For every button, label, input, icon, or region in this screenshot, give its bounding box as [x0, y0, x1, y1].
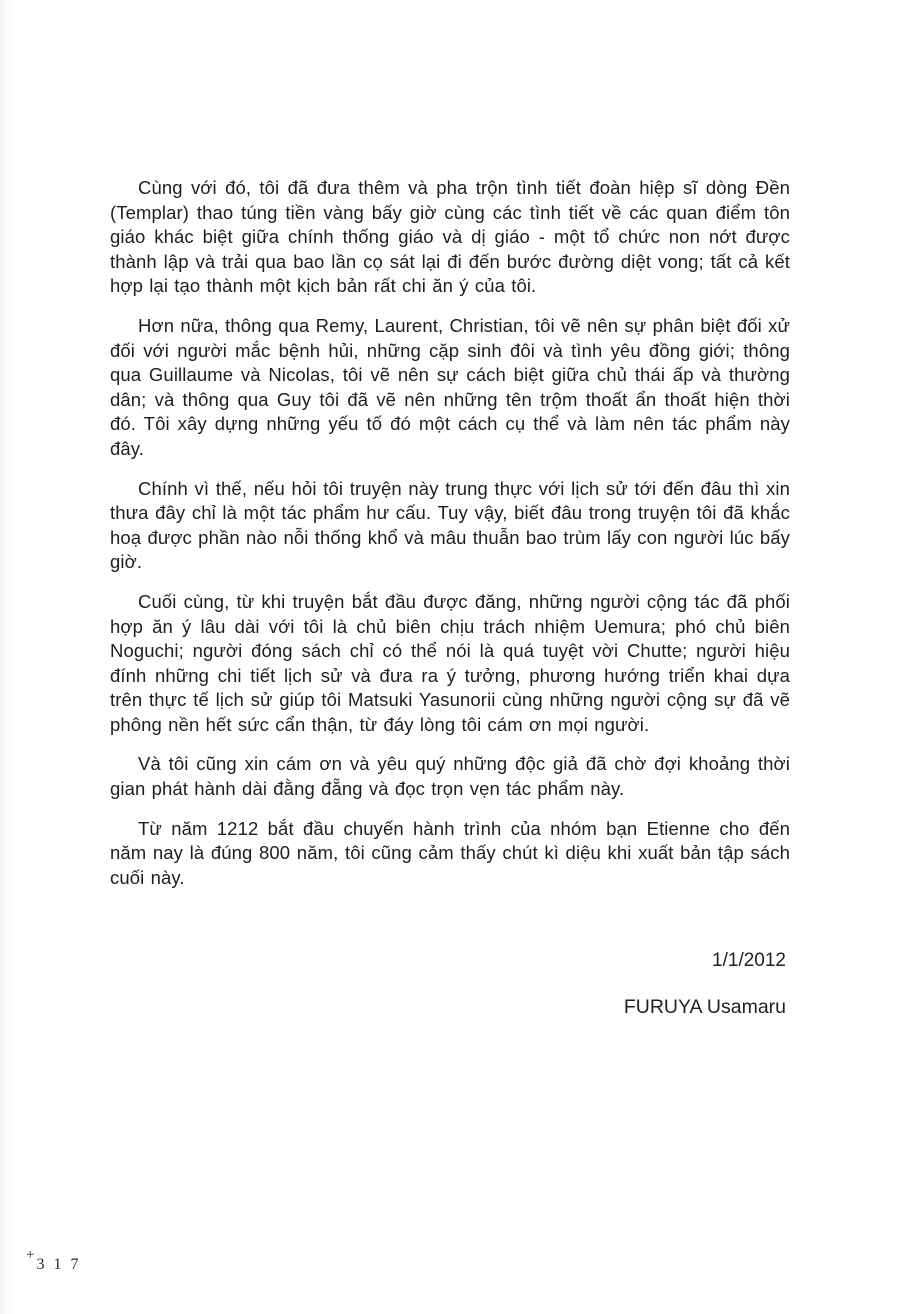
date-line: 1/1/2012	[712, 950, 786, 972]
scan-edge-shading	[0, 0, 14, 1314]
paragraph-5: Và tôi cũng xin cám ơn và yêu quý những độc giả đã chờ đợi khoảng thời gian phát hành dài đằng đẵng và đọc trọn vẹn tác phẩm này.	[110, 753, 790, 800]
paragraph-4: Cuối cùng, từ khi truyện bắt đầu được đăng, những người cộng tác đã phối hợp ăn ý lâu dài với tôi là chủ biên chịu trách nhiệm Uemura; phó chủ biên Noguchi; người đóng sách chỉ có thể nói là quá tuyệt vời Chutte; người hiệu đính những chi tiết lịch sử và đưa ra ý tưởng, phương hướng triển khai dựa trên thực tế lịch sử giúp tôi Matsuki Yasunorii cùng những người cộng sự đã vẽ phông nền hết sức cẩn thận, từ đáy lòng tôi cám ơn mọi người.	[110, 590, 790, 735]
signature-block	[110, 948, 790, 1020]
page-number	[26, 1247, 87, 1274]
paragraph-1: Cùng với đó, tôi đã đưa thêm và pha trộn tình tiết đoàn hiệp sĩ dòng Đền (Templar) thao túng tiền vàng bấy giờ cùng các tình tiết về các quan điểm tôn giáo khác biệt giữa chính thống giáo và dị giáo - một tổ chức non nớt được thành lập và trải qua bao lần cọ sát lại đi đến bước đường diệt vong; tất cả kết hợp lại tạo thành một kịch bản rất chi ăn ý của tôi.	[110, 177, 790, 297]
paragraph-6: Từ năm 1212 bắt đầu chuyến hành trình của nhóm bạn Etienne cho đến năm nay là đúng 800 năm, tôi cũng cảm thấy chút kì diệu khi xuất bản tập sách cuối này.	[110, 817, 790, 888]
page-number-value: 317	[36, 1256, 88, 1273]
author-name: FURUYA Usamaru	[623, 996, 786, 1019]
afterword-text-block	[110, 176, 790, 1020]
paragraph-2: Hơn nữa, thông qua Remy, Laurent, Christian, tôi vẽ nên sự phân biệt đối xử đối với người mắc bệnh hủi, những cặp sinh đôi và tình yêu đồng giới; thông qua Guillaume và Nicolas, tôi vẽ nên sự cách biệt giữa chủ thái ấp và thường dân; và thông qua Guy tôi đã vẽ nên những tên trộm thoất ẩn thoất hiện thời đó. Tôi xây dựng những yếu tố đó một cách cụ thể và làm nên tác phẩm này đây.	[110, 314, 790, 459]
cross-symbol: +	[26, 1247, 35, 1263]
paragraph-3: Chính vì thế, nếu hỏi tôi truyện này trung thực với lịch sử tới đến đâu thì xin thưa đây chỉ là một tác phẩm hư cấu. Tuy vậy, biết đâu trong truyện tôi đã khắc hoạ được phần nào nỗi thống khổ và mâu thuẫn bao trùm lấy con người lúc bấy giờ.	[110, 477, 790, 573]
